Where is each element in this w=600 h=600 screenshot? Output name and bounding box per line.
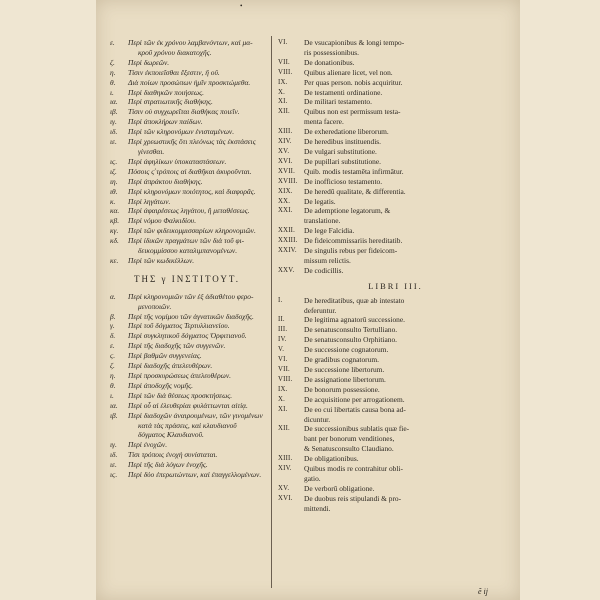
title-number: ζ.: [110, 57, 115, 67]
title-entry: [108, 351, 266, 361]
title-number: γ.: [110, 321, 115, 331]
title-number: II.: [278, 316, 285, 324]
title-entry: [108, 312, 266, 322]
title-entry: [278, 484, 513, 494]
title-entry: [108, 117, 266, 127]
title-entry: [108, 216, 266, 226]
title-text: Περὶ τῆς διὰ λόγων ἐνοχῆς.: [128, 460, 208, 470]
title-text: De duobus reis stipulandi & pro-: [304, 493, 402, 503]
title-text: Περὶ συγκλητικοῦ δόγματος Ὀρφιτιανοῦ.: [128, 331, 247, 341]
title-continuation: γίνεσθαι.: [138, 146, 165, 156]
title-number: IV.: [278, 336, 287, 344]
title-entry: [278, 405, 513, 415]
signature-mark: ẽ ij: [478, 587, 488, 596]
title-entry: [278, 226, 513, 236]
title-continuation: δόγματος Κλαυδιανοῦ.: [138, 430, 204, 440]
title-number: XXII.: [278, 227, 296, 235]
title-text: Περὶ βαθμῶν συγγενείας.: [128, 351, 202, 361]
title-text: Quibus alienare licet, vel non.: [304, 67, 393, 77]
title-number: XX.: [278, 197, 291, 205]
title-number: ιε.: [110, 137, 117, 147]
title-continuation: mittendi.: [304, 503, 331, 513]
title-text: Περὶ χρεωστικῆς ὅτι πλεόνως τὰς ἐκστάσεις: [128, 137, 256, 147]
title-number: X.: [278, 395, 286, 403]
title-text: De obligationibus.: [304, 454, 359, 464]
title-text: De successione cognatorum.: [304, 345, 389, 355]
title-text: Περὶ διαθηκῶν ποιήσεως.: [128, 87, 204, 97]
title-continuation: translatione.: [304, 216, 341, 226]
title-text: Πόσοις ϛ̓ τρόποις αἱ διαθῆκαι ἀκυροῦνται.: [128, 166, 252, 176]
title-text: Τίσι τρόποις ἐνοχὴ συνίσταται.: [128, 450, 218, 460]
title-text: De verborū obligatione.: [304, 483, 375, 493]
title-number: XIII.: [278, 455, 293, 463]
title-number: α.: [110, 291, 116, 301]
title-number: ιε.: [110, 460, 117, 470]
title-text: De heredū qualitate, & differentia.: [304, 186, 406, 196]
title-entry: [278, 315, 513, 325]
title-text: De assignatione libertorum.: [304, 374, 386, 384]
title-entry: [108, 68, 266, 78]
title-text: Τίσιν οὐ συγχωρεῖται διαθήκας ποιεῖν.: [128, 107, 240, 117]
title-entry: [278, 107, 513, 117]
title-text: De testamenti ordinatione.: [304, 87, 383, 97]
title-number: ιϛ.: [110, 470, 118, 480]
title-number: XI.: [278, 98, 288, 106]
title-text: Περὶ τοῦ δόγματος Τερτυλλιανείου.: [128, 321, 230, 331]
title-entry: [108, 460, 266, 470]
title-entry: [108, 391, 266, 401]
title-number: XIV.: [278, 465, 292, 473]
title-number: XI.: [278, 405, 288, 413]
title-text: Περὶ ἀφαιρέσεως ληγάτου, ἢ μεταθέσεως.: [128, 206, 250, 216]
title-continuation: & Senatusconsulto Claudiano.: [304, 444, 394, 454]
title-text: Περὶ κληρονόμων ποιότητος, καὶ διαφορᾶς.: [128, 186, 256, 196]
title-entry: [278, 97, 513, 107]
title-entry: [278, 325, 513, 335]
title-number: XVI.: [278, 494, 293, 502]
title-text: Περὶ νόμου Φαλκιδίου.: [128, 216, 197, 226]
title-number: κ.: [110, 196, 116, 206]
title-entry: [108, 292, 266, 302]
title-number: XV.: [278, 484, 290, 492]
title-continuation: κροῦ χρόνου διακατοχῆς.: [138, 47, 212, 57]
latin-list-book-3: [278, 296, 513, 514]
title-text: De exheredatione liberorum.: [304, 127, 389, 137]
title-number: XIV.: [278, 138, 292, 146]
title-number: VIII.: [278, 68, 293, 76]
title-entry: [108, 137, 266, 147]
title-number: β.: [110, 311, 116, 321]
title-text: Περὶ ληγάτων.: [128, 196, 171, 206]
title-entry: [278, 78, 513, 88]
title-text: Περὶ ἀπράκτου διαθήκης.: [128, 176, 203, 186]
title-number: ιδ.: [110, 127, 118, 137]
title-entry: [108, 371, 266, 381]
title-entry: [278, 365, 513, 375]
title-entry: [108, 411, 266, 421]
title-entry: [108, 88, 266, 98]
greek-list-book-3: [108, 292, 266, 480]
title-number: η.: [110, 67, 116, 77]
title-entry: [278, 266, 513, 276]
title-entry: [108, 157, 266, 167]
greek-heading-book-3: ΤΗΣ γ ΙΝΣΤΙΤΟΥΤ.: [134, 273, 240, 284]
title-entry: [108, 177, 266, 187]
title-continuation: dicuntur.: [304, 414, 331, 424]
title-entry: [108, 78, 266, 88]
title-entry: [108, 321, 266, 331]
title-text: Περὶ οὗ αἱ ἐλευθερίαι φυλάττωνται αἰτίᾳ.: [128, 400, 248, 410]
title-continuation: bant per bonorum venditiones,: [304, 434, 395, 444]
title-text: De vsucapionibus & longi tempo-: [304, 38, 405, 47]
title-entry: [278, 355, 513, 365]
title-continuation: gatio.: [304, 473, 321, 483]
title-entry: [278, 335, 513, 345]
title-text: De hereditatibus, quæ ab intestato: [304, 295, 405, 305]
title-continuation: ris possessionibus.: [304, 47, 360, 57]
title-text: Περὶ τῶν φιδεικομμισσαρίων κληρονομιῶν.: [128, 226, 256, 236]
title-entry: [278, 246, 513, 256]
title-text: Περὶ δωρεῶν.: [128, 57, 170, 67]
title-text: Περὶ ἰδικῶν πραγμάτων τῶν διὰ τοῦ φι-: [128, 236, 245, 246]
title-text: Quibus non est permissum testa-: [304, 107, 401, 117]
title-number: κδ.: [110, 236, 119, 246]
title-text: De legitima agnatorū successione.: [304, 315, 405, 325]
title-entry: [108, 450, 266, 460]
title-entry: [278, 147, 513, 157]
title-continuation: missum relictis.: [304, 255, 351, 265]
title-number: ιθ.: [110, 186, 118, 196]
title-text: De acquisitione per arrogationem.: [304, 394, 405, 404]
title-entry: [108, 107, 266, 117]
title-number: ιζ.: [110, 166, 117, 176]
title-number: δ.: [110, 331, 116, 341]
title-entry: [108, 236, 266, 246]
title-number: ια.: [110, 400, 118, 410]
title-entry: [108, 401, 266, 411]
title-text: De senatusconsulto Tertulliano.: [304, 325, 398, 335]
title-text: Περὶ τῶν κληρονόμων ἐνισταμένων.: [128, 127, 235, 137]
title-continuation: δεικομμίσσου καταλιμπανομένων.: [138, 246, 238, 256]
title-text: De vulgari substitutione.: [304, 146, 377, 156]
title-entry: [108, 226, 266, 236]
title-text: De singulis rebus per fideicom-: [304, 246, 398, 256]
title-entry: [278, 58, 513, 68]
title-number: XXI.: [278, 207, 293, 215]
title-text: De militari testamento.: [304, 97, 372, 107]
title-entry: [278, 385, 513, 395]
title-entry: [108, 197, 266, 207]
title-number: θ.: [110, 380, 116, 390]
title-entry: [278, 464, 513, 474]
latin-heading-book-3: LIBRI III.: [368, 281, 423, 291]
title-number: III.: [278, 326, 288, 334]
title-number: I.: [278, 296, 283, 304]
title-number: XXIV.: [278, 247, 297, 255]
title-entry: [278, 127, 513, 137]
title-entry: [278, 88, 513, 98]
title-text: De gradibus cognatorum.: [304, 355, 379, 365]
title-entry: [278, 38, 513, 48]
title-number: ι.: [110, 87, 114, 97]
title-number: ι.: [110, 390, 114, 400]
title-text: De ademptione legatorum, &: [304, 206, 391, 216]
title-entry: [278, 157, 513, 167]
title-entry: [278, 345, 513, 355]
title-number: XVI.: [278, 157, 293, 165]
title-continuation: menta facere.: [304, 117, 344, 127]
title-text: De pupillari substitutione.: [304, 156, 381, 166]
title-text: De donationibus.: [304, 57, 355, 67]
title-text: Περὶ τῆς νομίμου τῶν ἀγνατικῶν διαδοχῆς.: [128, 311, 254, 321]
title-text: Περὶ ἐνοχῶν.: [128, 440, 168, 450]
title-number: VI.: [278, 356, 288, 364]
title-text: Περὶ τῶν ἐκ χρόνου λαμβανόντων, καὶ μα-: [128, 38, 253, 47]
title-text: De legatis.: [304, 196, 336, 206]
title-number: XII.: [278, 108, 290, 116]
greek-column: [108, 38, 266, 480]
title-number: ιϛ.: [110, 156, 118, 166]
title-number: η.: [110, 371, 116, 380]
title-number: V.: [278, 346, 285, 354]
latin-column: [278, 38, 513, 514]
title-entry: [108, 58, 266, 68]
title-continuation: deferuntur.: [304, 305, 337, 315]
title-number: θ.: [110, 77, 116, 87]
title-continuation: μενοποιῶν.: [138, 301, 172, 311]
title-entry: [278, 197, 513, 207]
title-number: ια.: [110, 97, 118, 107]
title-number: XXIII.: [278, 237, 298, 245]
title-number: XIX.: [278, 187, 293, 195]
title-text: Τίσιν ἐκποιεῖσθαι ἔξεστιν, ἢ οὔ.: [128, 67, 220, 77]
title-entry: [278, 375, 513, 385]
title-number: ε.: [110, 341, 115, 351]
top-ornament: •: [240, 2, 243, 10]
title-number: ιγ.: [110, 117, 117, 127]
title-entry: [278, 494, 513, 504]
title-number: XVII.: [278, 167, 296, 175]
title-number: IX.: [278, 78, 288, 86]
title-text: Quibus modis re contrahitur obli-: [304, 464, 403, 474]
title-text: Περὶ διαδοχῶν ἀναιρουμένων, τῶν γινομένων: [128, 410, 263, 420]
title-text: De lege Falcidia.: [304, 226, 355, 236]
title-number: ιη.: [110, 176, 118, 186]
title-entry: [278, 395, 513, 405]
title-number: ιδ.: [110, 450, 118, 460]
title-text: De heredibus instituendis.: [304, 137, 381, 147]
title-number: VI.: [278, 39, 288, 46]
title-number: ζ.: [110, 361, 115, 371]
title-number: VII.: [278, 58, 290, 66]
title-number: ιβ.: [110, 107, 118, 117]
title-entry: [278, 167, 513, 177]
latin-list-book-2: [278, 38, 513, 276]
title-text: Περὶ τῶν κωδικέλλων.: [128, 255, 195, 265]
title-text: Περὶ τῶν διὰ θέσεως προσκτήσεως.: [128, 390, 233, 400]
title-number: XII.: [278, 425, 290, 433]
title-text: De bonorum possessione.: [304, 384, 380, 394]
title-text: De successione libertorum.: [304, 365, 385, 374]
title-text: Per quas person. nobis acquiritur.: [304, 77, 403, 87]
title-text: De codicillis.: [304, 265, 344, 275]
title-text: De eo cui libertatis causa bona ad-: [304, 404, 406, 414]
title-number: XXV.: [278, 266, 295, 274]
title-text: Περὶ στρατιωτικῆς διαθήκης.: [128, 97, 213, 107]
title-text: De successionibus sublatis quæ fie-: [304, 424, 410, 434]
title-entry: [278, 68, 513, 78]
title-text: Περὶ κληρονομιῶν τῶν ἐξ ἀδιαθέτου φερο-: [128, 291, 254, 301]
title-entry: [278, 424, 513, 434]
title-entry: [108, 167, 266, 177]
title-entry: [108, 331, 266, 341]
title-number: XIII.: [278, 128, 293, 136]
title-number: ϛ.: [110, 351, 116, 361]
title-number: ιγ.: [110, 440, 117, 450]
title-entry: [278, 454, 513, 464]
title-text: Περὶ ἀφηλίκων ὑποκαταστάσεων.: [128, 156, 227, 166]
title-entry: [108, 206, 266, 216]
title-number: VII.: [278, 366, 290, 373]
greek-list-book-2: [108, 38, 266, 266]
title-text: De fideicommissariis hereditatib.: [304, 236, 403, 246]
title-entry: [108, 440, 266, 450]
title-entry: [278, 177, 513, 187]
title-number: X.: [278, 88, 286, 96]
title-text: Περὶ τῆς διαδοχῆς τῶν συγγενῶν.: [128, 341, 226, 351]
title-entry: [108, 341, 266, 351]
title-text: Περὶ δύο ἐπερωτώντων, καὶ ἐπαγγελλομένων.: [128, 470, 262, 480]
title-entry: [278, 236, 513, 246]
title-number: IX.: [278, 385, 288, 393]
title-entry: [108, 256, 266, 266]
title-entry: [278, 206, 513, 216]
title-number: κβ.: [110, 216, 120, 226]
title-entry: [108, 187, 266, 197]
title-number: XVIII.: [278, 177, 298, 185]
title-text: De senatusconsulto Orphitiano.: [304, 335, 397, 345]
title-entry: [108, 127, 266, 137]
title-entry: [108, 97, 266, 107]
title-text: Quib. modis testamēta infirmātur.: [304, 166, 404, 176]
title-continuation: κατὰ τὰς πράσεις, καὶ κλαυδιανοῦ: [138, 420, 237, 430]
title-text: Περὶ προσκυρώσεως ἀπελευθέρων.: [128, 371, 231, 380]
column-divider: [271, 36, 272, 588]
title-entry: [108, 38, 266, 48]
title-text: Περὶ ἀποδοχῆς νομῆς.: [128, 380, 193, 390]
title-entry: [278, 137, 513, 147]
title-number: XV.: [278, 147, 290, 155]
title-entry: [108, 381, 266, 391]
title-number: VIII.: [278, 375, 293, 383]
title-number: ιβ.: [110, 410, 118, 420]
title-text: Διὰ ποίων προσώπων ἡμῖν προσκτώμεθα.: [128, 77, 251, 87]
title-entry: [278, 296, 513, 306]
title-entry: [108, 470, 266, 480]
title-number: κγ.: [110, 226, 119, 236]
title-number: κε.: [110, 255, 119, 265]
title-entry: [278, 187, 513, 197]
title-text: De inofficioso testamento.: [304, 176, 383, 186]
title-number: κα.: [110, 206, 120, 216]
title-text: Περὶ διαδοχῆς ἀπελευθέρων.: [128, 361, 213, 371]
title-number: ε.: [110, 38, 115, 47]
title-text: Περὶ ἀποκλήρων παίδων.: [128, 117, 203, 127]
title-entry: [108, 361, 266, 371]
